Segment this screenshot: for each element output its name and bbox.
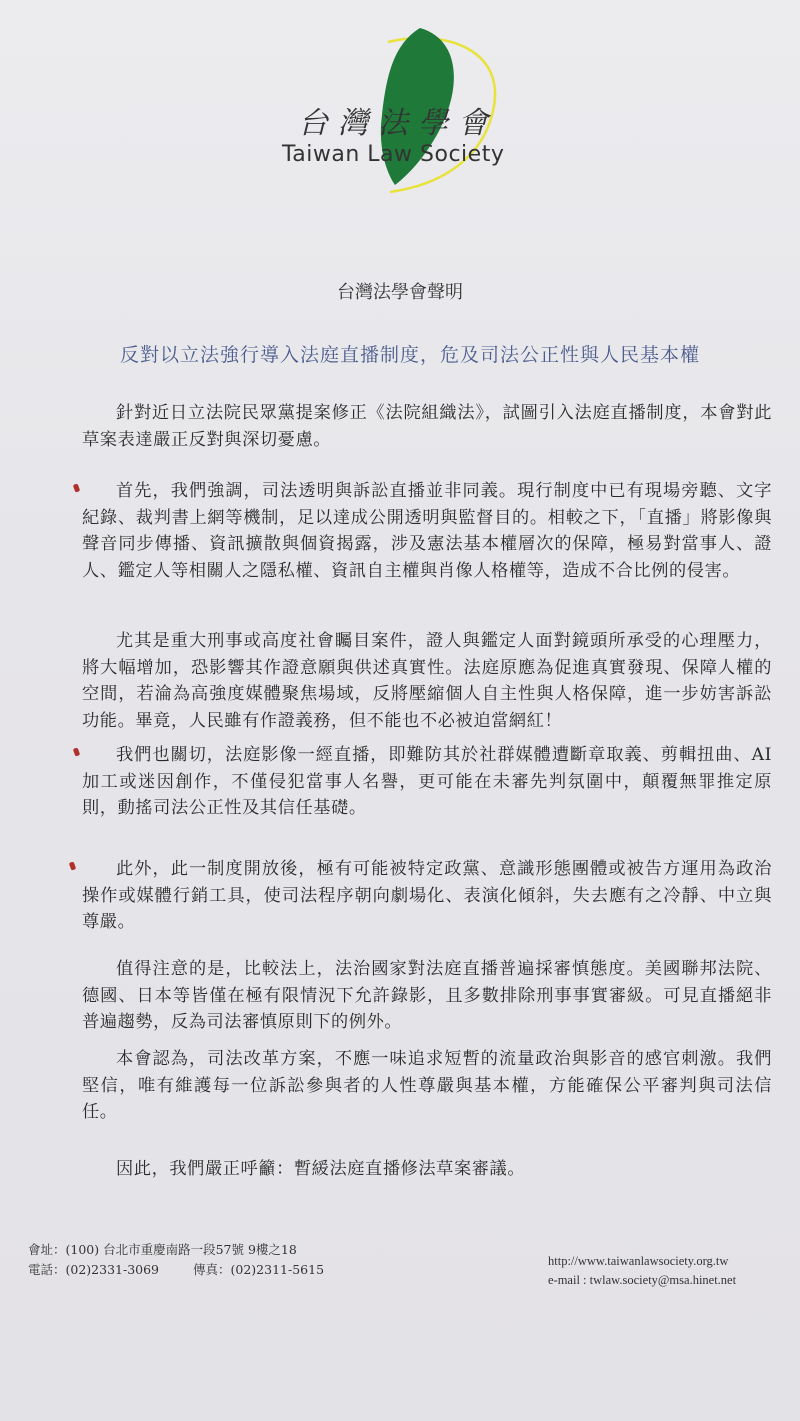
footer-email[interactable]: e-mail : twlaw.society@msa.hinet.net [548, 1273, 737, 1287]
red-pen-mark [73, 747, 80, 756]
footer-web [548, 1252, 736, 1290]
logo-chinese-name: 台灣法學會 [298, 106, 498, 141]
footer-address: 會址：(100) 台北市重慶南路一段57號 9樓之18 [28, 1242, 297, 1257]
red-pen-mark [73, 483, 80, 492]
document-heading: 台灣法學會聲明 [337, 282, 463, 303]
paragraph-comparative: 值得注意的是，比較法上，法治國家對法庭直播普遍採審慎態度。美國聯邦法院、德國、日本等皆僅在極有限情況下允許錄影，且多數排除刑事事實審級。可見直播絕非普遍趨勢，反為司法審慎原則下的例外。 [82, 959, 772, 1032]
logo-english-name: Taiwan Law Society [282, 142, 505, 167]
footer-contact [28, 1240, 324, 1280]
document-subtitle: 反對以立法強行導入法庭直播制度，危及司法公正性與人民基本權 [119, 344, 700, 366]
paragraph-first: 首先，我們強調，司法透明與訴訟直播並非同義。現行制度中已有現場旁聽、文字紀錄、裁判書上網等機制，足以達成公開透明與監督目的。相較之下，「直播」將影像與聲音同步傳播、資訊擴散與個資揭露，涉及憲法基本權層次的保障，極易對當事人、證人、鑑定人等相關人之隱私權、資訊自主權與肖像人格權等，造成不合比例的侵害。 [82, 481, 772, 581]
footer-fax: 傳真：(02)2311-5615 [193, 1262, 325, 1277]
paragraph-witness: 尤其是重大刑事或高度社會矚目案件，證人與鑑定人面對鏡頭所承受的心理壓力，將大幅增加，恐影響其作證意願與供述真實性。法庭原應為促進真實發現、保障人權的空間，若淪為高強度媒體聚焦場域，反將壓縮個人自主性與人格保障，進一步妨害訴訟功能。畢竟，人民雖有作證義務，但不能也不必被迫當網紅！ [82, 631, 772, 731]
paragraph-concern: 我們也關切，法庭影像一經直播，即難防其於社群媒體遭斷章取義、剪輯扭曲、AI加工或迷因創作，不僅侵犯當事人名譽，更可能在未審先判氛圍中，顛覆無罪推定原則，動搖司法公正性及其信任基礎。 [82, 745, 772, 818]
paragraph-position: 本會認為，司法改革方案，不應一味追求短暫的流量政治與影音的感官刺激。我們堅信，唯有維護每一位訴訟參與者的人性尊嚴與基本權，方能確保公平審判與司法信任。 [82, 1049, 772, 1122]
taiwan-law-society-logo [270, 20, 530, 200]
paragraph-intro: 針對近日立法院民眾黨提案修正《法院組織法》，試圖引入法庭直播制度，本會對此草案表達嚴正反對與深切憂慮。 [82, 403, 772, 450]
footer-phone: 電話：(02)2331-3069 [28, 1262, 160, 1277]
red-pen-mark [69, 861, 76, 870]
paragraph-appeal: 因此，我們嚴正呼籲：暫緩法庭直播修法草案審議。 [116, 1159, 526, 1179]
paragraph-politics: 此外，此一制度開放後，極有可能被特定政黨、意識形態團體或被告方運用為政治操作或媒體行銷工具，使司法程序朝向劇場化、表演化傾斜，失去應有之冷靜、中立與尊嚴。 [82, 859, 772, 932]
footer-website-link[interactable]: http://www.taiwanlawsociety.org.tw [548, 1254, 729, 1268]
